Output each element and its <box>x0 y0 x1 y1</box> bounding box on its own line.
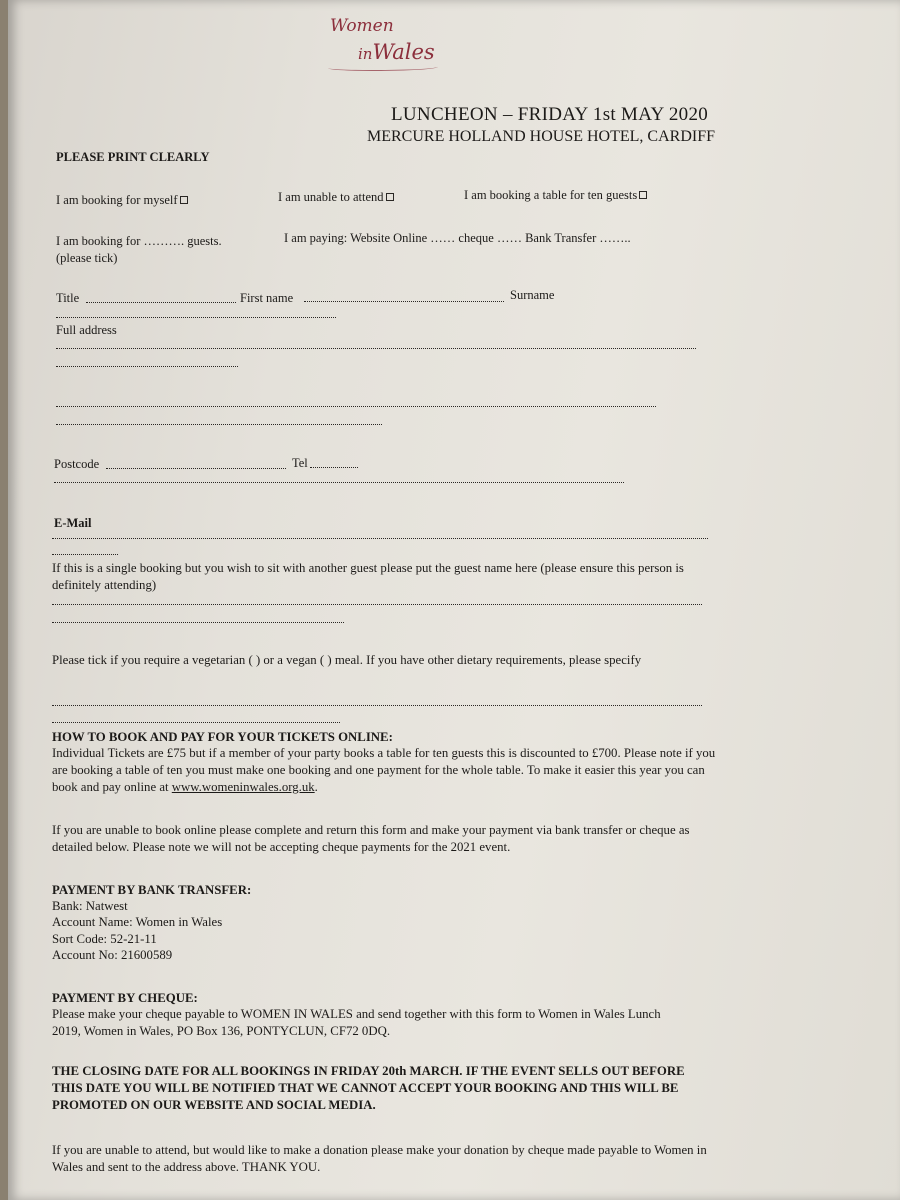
closing-date-notice: THE CLOSING DATE FOR ALL BOOKINGS IN FRIDAY 20th MARCH. IF THE EVENT SELLS OUT BEFORE THIS DATE YOU WILL BE NOTIFIED THAT WE CANNOT ACCEPT YOUR BOOKING AND THIS WILL BE PROMOTED ON OUR WEBSITE AND SOCIAL MEDIA. <box>52 1064 685 1112</box>
option-table[interactable]: I am booking a table for ten guests <box>464 188 647 203</box>
venue: MERCURE HOLLAND HOUSE HOTEL, CARDIFF <box>367 128 716 145</box>
bank-heading: PAYMENT BY BANK TRANSFER: <box>52 883 252 897</box>
cheque-heading: PAYMENT BY CHEQUE: <box>52 991 198 1005</box>
tel-field[interactable] <box>310 467 358 468</box>
online-text: Individual Tickets are £75 but if a member of your party books a table for ten guests this is discounted to £700. Please note if you are booking a table of ten you must make one booking and one payment for the whole table. To make it easier this year you can book and pay online at www.womeninwales.org.uk. <box>52 746 716 794</box>
dietary-note: Please tick if you require a vegetarian ( ) or a vegan ( ) meal. If you have other dietary requirements, please specify <box>52 653 642 667</box>
address-line-2[interactable] <box>56 366 238 367</box>
cheque-text: Please make your cheque payable to WOMEN IN WALES and send together with this form to Women in Wales Lunch 2019, Women in Wales, PO Box 136, PONTYCLUN, CF72 0DQ. <box>52 1007 661 1038</box>
checkbox-myself[interactable] <box>180 196 188 204</box>
account-number: Account No: 21600589 <box>52 948 173 962</box>
dietary-field-2[interactable] <box>52 722 340 723</box>
first-name-label: First name <box>240 291 294 305</box>
email-field[interactable] <box>52 538 708 539</box>
title-label: Title <box>56 291 80 305</box>
checkbox-unable[interactable] <box>386 193 394 201</box>
email-label: E-Mail <box>54 516 92 530</box>
tel-line-2[interactable] <box>54 482 624 483</box>
offline-note: If you are unable to book online please complete and return this form and make your payment via bank transfer or cheque as detailed below. Please note we will not be accepting cheque payments for the 2021 event. <box>52 823 690 854</box>
option-unable[interactable]: I am unable to attend <box>278 190 394 205</box>
surname-label: Surname <box>510 288 555 302</box>
address-line-4[interactable] <box>56 424 382 425</box>
event-title: LUNCHEON – FRIDAY 1st MAY 2020 <box>391 104 709 125</box>
guest-name-field-2[interactable] <box>52 622 344 623</box>
postcode-label: Postcode <box>54 457 100 471</box>
title-field[interactable] <box>86 302 236 303</box>
website-link[interactable]: www.womeninwales.org.uk <box>171 780 315 794</box>
email-field-2[interactable] <box>52 554 118 555</box>
bank-name: Bank: Natwest <box>52 899 128 913</box>
guest-name-note: If this is a single booking but you wish to sit with another guest please put the guest name here (please ensure this person is definitely attending) <box>52 561 684 592</box>
postcode-field[interactable] <box>106 468 286 469</box>
address-line-3[interactable] <box>56 406 656 407</box>
checkbox-table[interactable] <box>639 191 647 199</box>
print-clearly-note: PLEASE PRINT CLEARLY <box>56 150 210 164</box>
account-name: Account Name: Women in Wales <box>52 915 223 929</box>
dietary-field[interactable] <box>52 705 702 706</box>
address-line-1[interactable] <box>56 348 696 349</box>
option-myself[interactable]: I am booking for myself <box>56 193 188 208</box>
tel-label: Tel <box>292 456 308 470</box>
sort-code: Sort Code: 52-21-11 <box>52 932 157 946</box>
surname-field[interactable] <box>56 317 336 318</box>
payment-method-field[interactable]: I am paying: Website Online …… cheque …… Bank Transfer …….. <box>284 231 631 245</box>
address-label: Full address <box>56 323 117 337</box>
donation-note: If you are unable to attend, but would like to make a donation please make your donation by cheque made payable to Women in Wales and sent to the address above. THANK YOU. <box>52 1143 707 1174</box>
online-heading: HOW TO BOOK AND PAY FOR YOUR TICKETS ONLINE: <box>52 730 393 744</box>
form-paper <box>8 0 900 1200</box>
first-name-field[interactable] <box>304 301 504 302</box>
guests-count-field[interactable]: I am booking for ………. guests. <box>56 234 222 248</box>
please-tick-note: (please tick) <box>56 251 118 265</box>
women-in-wales-logo: Women inWales <box>330 16 470 76</box>
guest-name-field[interactable] <box>52 604 702 605</box>
